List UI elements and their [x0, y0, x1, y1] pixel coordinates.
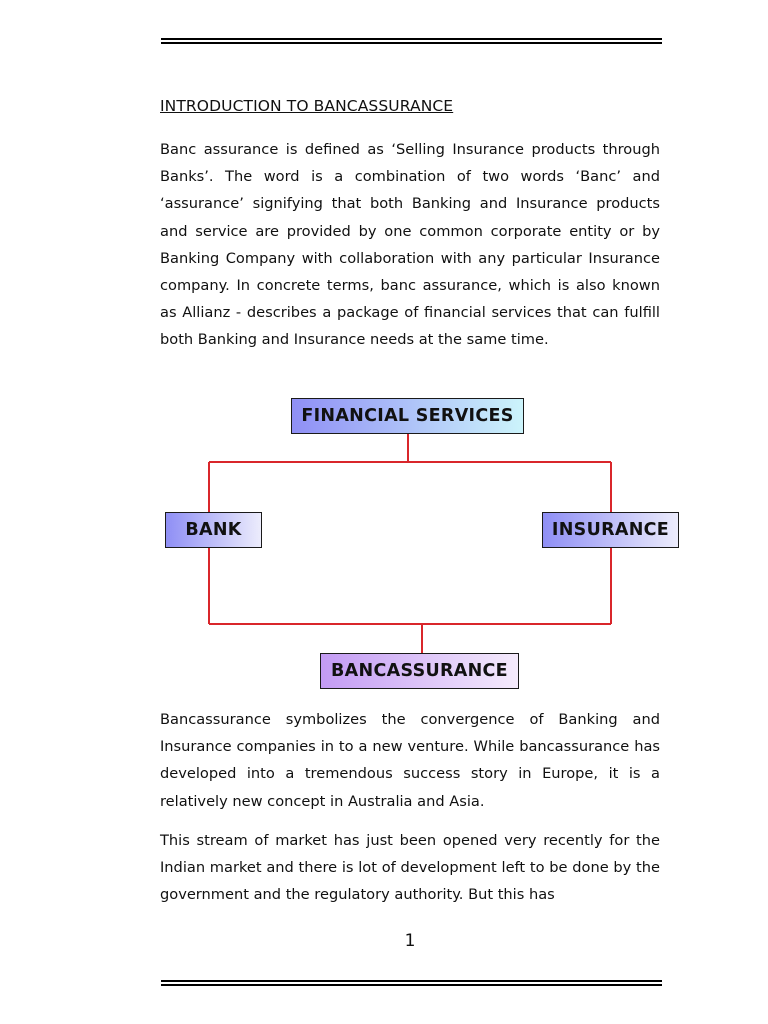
node-bancassurance: BANCASSURANCE: [320, 653, 519, 689]
market-paragraph: This stream of market has just been opened very recently for the Indian market and there is lot of development left to be done by the government and the regulatory authority. But this has: [160, 832, 660, 904]
page-number: 1: [404, 931, 416, 951]
node-financial-services: FINANCIAL SERVICES: [291, 398, 524, 434]
node-bank: BANK: [165, 512, 262, 548]
header-rule: [161, 38, 662, 44]
intro-paragraph: Banc assurance is defined as ‘Selling Insurance products through Banks’. The word is a combination of two words ‘Banc’ and ‘assurance’ signifying that both Banking and Insurance products and service are provided by one common corporate entity or by Banking Company with collaboration with any particular Insurance company. In concrete terms, banc assurance, which is also known as Allianz - describes a package of financial services that can fulfill both Banking and Insurance needs at the same time.: [160, 141, 660, 349]
convergence-paragraph: Bancassurance symbolizes the convergence of Banking and Insurance companies in to a new venture. While bancassurance has developed into a tremendous success story in Europe, it is a relatively new concept in Australia and Asia.: [160, 711, 660, 810]
footer-rule: [161, 980, 662, 986]
section-heading: INTRODUCTION TO BANCASSURANCE: [160, 97, 454, 115]
node-insurance: INSURANCE: [542, 512, 679, 548]
